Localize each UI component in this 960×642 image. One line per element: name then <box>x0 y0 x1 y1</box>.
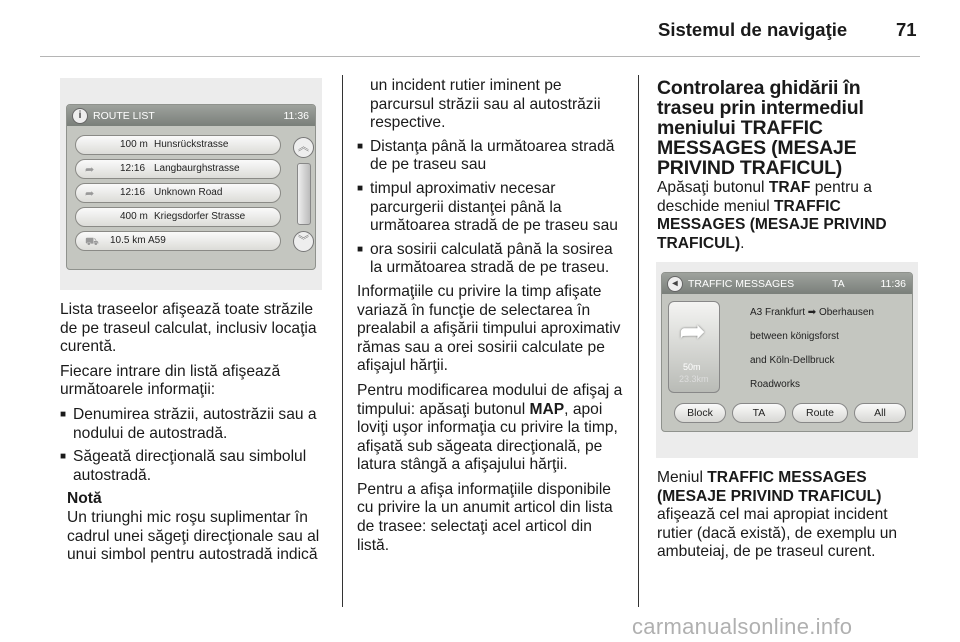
ta-button[interactable]: TA <box>732 403 786 423</box>
paragraph: Pentru a afişa informaţiile disponibile cu privire la un anumit articol din lista de trasee: selectaţi acel articol din listă. <box>357 480 613 554</box>
traffic-messages-screen <box>661 272 913 432</box>
text: Pentru modificarea modului de afişaj a timpului: apăsaţi butonul <box>357 381 623 418</box>
route-street: Langbaurghstrasse <box>154 163 240 174</box>
bullet-text: ora sosirii calculată până la sosirea la următoarea stradă de pe traseu. <box>370 240 613 277</box>
page-header <box>0 0 960 46</box>
screen-title: ROUTE LIST <box>93 110 155 122</box>
watermark: carmanualsonline.info <box>632 614 853 639</box>
page-title: Sistemul de navigaţie <box>658 19 848 40</box>
scroll-up-button[interactable]: ︽ <box>293 137 314 158</box>
route-row[interactable] <box>75 231 281 251</box>
note-title: Notă <box>67 490 102 508</box>
bullet-item: ■ Distanţa până la următoarea stradă de pe traseu sau <box>357 138 625 175</box>
page-number: 71 <box>896 19 917 40</box>
message-line: and Köln-Dellbruck <box>750 355 835 366</box>
bullet-item: ■ timpul aproximativ necesar parcurgerii distanţei până la următoarea stradă de pe traseu sau <box>357 180 625 236</box>
panel-distance: 50m <box>683 362 701 372</box>
route-street: A59 <box>148 235 166 246</box>
bullet-text: timpul aproximativ necesar parcurgerii distanţei până la următoarea stradă de pe traseu sau <box>370 179 618 235</box>
screen-time: 11:36 <box>880 278 906 290</box>
note-box <box>60 490 330 564</box>
route-street: Kriegsdorfer Strasse <box>154 211 246 222</box>
right-column <box>657 78 922 259</box>
message-line: between königsforst <box>750 331 839 342</box>
bullet-text: Denumirea străzii, autostrăzii sau a nodului de autostradă. <box>73 405 317 442</box>
section-heading: Controlarea ghidării în traseu prin intermediul meniului TRAFFIC MESSAGES (MESAJE PRIVIND TRAFICUL) <box>657 77 864 179</box>
screen-title-bar <box>662 273 912 294</box>
turn-right-arrow-icon: ➦ <box>679 313 706 349</box>
block-button[interactable]: Block <box>674 403 726 423</box>
motorway-icon: ⛟ <box>85 236 99 248</box>
route-time: 12:16 <box>120 163 146 174</box>
menu-name: TRAFFIC MESSAGES (MESAJE PRIVIND TRAFICUL) <box>657 469 882 505</box>
screen-title-bar <box>67 105 315 126</box>
paragraph: Informaţiile cu privire la timp afişate variază în funcţie de selectarea în prealabil a afişării timpului aproximativ rămas sau a orei sosirii calculate pe afişajul hărţii. <box>357 282 621 375</box>
text: pentru a deschide meniul <box>657 179 872 215</box>
message-line: Roadworks <box>750 379 801 390</box>
scroll-down-button[interactable]: ︾ <box>293 231 314 252</box>
header-divider <box>40 56 920 57</box>
scrollbar[interactable] <box>297 163 311 225</box>
text: , apoi loviţi uşor informaţia cu privire la timp, afişată sub săgeata direcţională, pe latura stângă a afişajului hărţii. <box>357 400 618 474</box>
traffic-messages-image <box>656 262 918 458</box>
bullet-text: Săgeată direcţională sau simbolul autostradă. <box>73 448 307 484</box>
note-text: Un triunghi mic roşu suplimentar în cadrul unei săgeţi direcţionale sau al unui simbol pentru autostradă indică <box>67 508 320 564</box>
traf-button-label: TRAF <box>768 179 811 196</box>
middle-column <box>357 77 625 561</box>
turn-arrow-icon: ➦ <box>85 164 95 176</box>
paragraph: Fiecare intrare din listă afişează următoarele informaţii: <box>60 362 281 399</box>
column-divider <box>638 75 639 607</box>
ta-indicator: TA <box>832 278 845 290</box>
screen-time: 11:36 <box>283 110 309 122</box>
menu-icon: ◂ <box>667 276 683 292</box>
turn-arrow-icon: ➦ <box>85 188 95 200</box>
paragraph: Lista traseelor afişează toate străzile de pe traseul calculat, inclusiv locaţia curentă. <box>60 301 317 356</box>
message-line: A3 Frankfurt ➡ Oberhausen <box>750 307 874 318</box>
route-distance: 400 m <box>120 211 148 222</box>
paragraph <box>657 179 922 253</box>
bullet-item: ■ Săgeată direcţională sau simbolul autostradă. <box>60 448 330 485</box>
screen-title: TRAFFIC MESSAGES <box>688 278 795 290</box>
panel-distance-total: 23.3km <box>679 374 709 384</box>
text: Apăsaţi butonul <box>657 179 769 196</box>
route-time: 12:16 <box>120 187 146 198</box>
route-row[interactable] <box>75 207 281 227</box>
text: afişează cel mai apropiat incident rutier (dacă există), de exemplu un ambuteiaj, de pe traseul curent. <box>657 506 898 561</box>
menu-name: TRAFFIC MESSAGES (MESAJE PRIVIND TRAFICUL) <box>657 197 887 252</box>
left-column <box>60 301 330 565</box>
text: Meniul <box>657 469 708 486</box>
route-distance: 100 m <box>120 139 148 150</box>
route-row[interactable] <box>75 135 281 155</box>
info-icon: i <box>72 108 88 124</box>
route-row[interactable] <box>75 159 281 179</box>
route-distance: 10.5 km <box>110 235 146 246</box>
route-street: Unknown Road <box>154 187 223 198</box>
route-list-image <box>60 78 322 290</box>
route-list-screen <box>66 104 316 270</box>
column-divider <box>342 75 343 607</box>
map-button-label: MAP <box>529 400 565 418</box>
bullet-item: ■ Denumirea străzii, autostrăzii sau a nodului de autostradă. <box>60 406 330 443</box>
all-button[interactable]: All <box>854 403 906 423</box>
route-button[interactable]: Route <box>792 403 848 423</box>
route-street: Hunsrückstrasse <box>154 139 229 150</box>
bullet-text: Distanţa până la următoarea stradă de pe traseu sau <box>370 137 615 174</box>
bullet-item: ■ ora sosirii calculată până la sosirea la următoarea stradă de pe traseu. <box>357 241 625 278</box>
paragraph <box>357 382 625 475</box>
paragraph <box>657 469 922 562</box>
turn-panel <box>668 301 720 393</box>
route-row[interactable] <box>75 183 281 203</box>
text: . <box>740 234 745 252</box>
right-column-lower <box>657 469 922 568</box>
paragraph: un incident rutier iminent pe parcursul străzii sau al autostrăzii respective. <box>370 77 601 132</box>
